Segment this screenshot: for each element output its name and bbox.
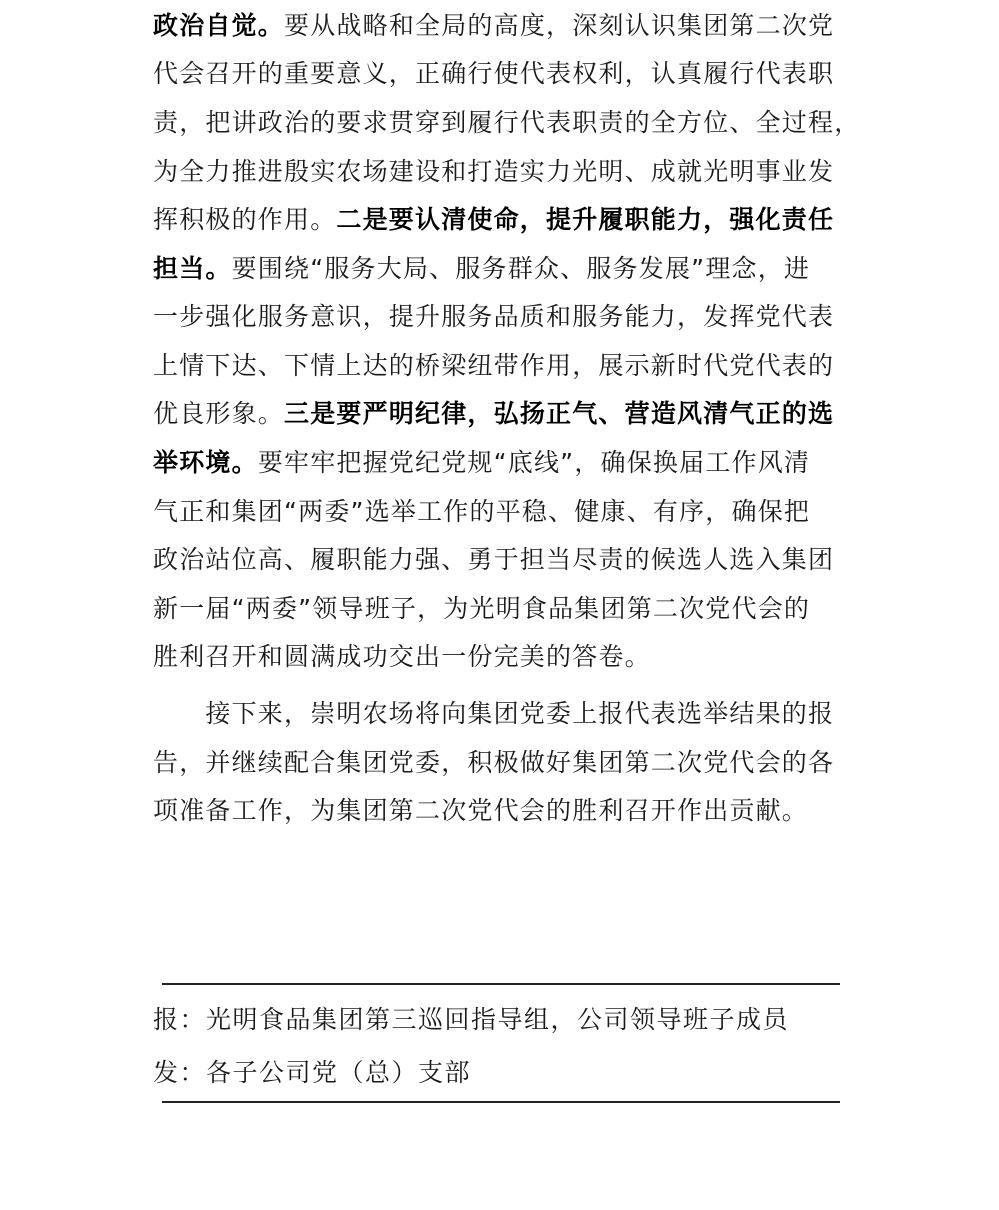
line-text: 挥积极的作用。	[153, 205, 337, 234]
line-text: 新一届“两委”领导班子，为光明食品集团第二次党代会的	[153, 594, 811, 623]
text-line	[153, 2, 834, 50]
text-line	[153, 293, 834, 341]
closing-line	[153, 739, 834, 787]
text-line	[153, 439, 810, 487]
bottom-divider	[162, 1101, 840, 1103]
text-line	[153, 99, 860, 147]
text-line	[153, 633, 651, 681]
line-text: 要牢牢把握党纪党规“底线”，确保换届工作风清	[257, 448, 811, 477]
closing-line	[153, 787, 808, 835]
line-text: 接下来，崇明农场将向集团党委上报代表选举结果的报	[153, 699, 835, 728]
send-to-line: 发：各子公司党（总）支部	[153, 1058, 472, 1087]
line-text: 责，把讲政治的要求贯穿到履行代表职责的全方位、全过程，	[153, 108, 861, 137]
text-line	[153, 50, 834, 98]
line-text: 要从战略和全局的高度，深刻认识集团第二次党	[284, 11, 835, 40]
line-text: 为全力推进殷实农场建设和打造实力光明、成就光明事业发	[153, 157, 835, 186]
text-line	[153, 536, 834, 584]
line-text: 要围绕“服务大局、服务群众、服务发展”理念，进	[231, 254, 811, 283]
line-text: 项准备工作，为集团第二次党代会的胜利召开作出贡献。	[153, 796, 809, 825]
text-line	[153, 488, 810, 536]
line-text: 政治站位高、履职能力强、勇于担当尽责的候选人选入集团	[153, 545, 835, 574]
line-text: 一步强化服务意识，提升服务品质和服务能力，发挥党代表	[153, 302, 835, 331]
line-text: 告，并继续配合集团党委，积极做好集团第二次党代会的各	[153, 748, 835, 777]
line-text: 气正和集团“两委”选举工作的平稳、健康、有序，确保把	[153, 497, 811, 526]
line-text: 上情下达、下情上达的桥梁纽带作用，展示新时代党代表的	[153, 351, 835, 380]
text-line	[153, 342, 834, 390]
closing-line	[153, 690, 834, 738]
text-line	[153, 245, 810, 293]
report-to-line: 报：光明食品集团第三巡回指导组，公司领导班子成员	[153, 1005, 790, 1034]
text-line	[153, 196, 834, 244]
bold-heading: 政治自觉。	[153, 11, 285, 40]
bold-heading: 三是要严明纪律，弘扬正气、营造风清气正的选	[284, 399, 835, 428]
text-line	[153, 390, 834, 438]
text-line	[153, 585, 810, 633]
line-text: 优良形象。	[153, 399, 285, 428]
bold-heading: 举环境。	[153, 448, 258, 477]
bold-heading: 担当。	[153, 254, 232, 283]
bold-heading: 二是要认清使命，提升履职能力，强化责任	[336, 205, 835, 234]
line-text: 胜利召开和圆满成功交出一份完美的答卷。	[153, 642, 651, 671]
top-divider	[162, 983, 840, 985]
line-text: 代会召开的重要意义，正确行使代表权利，认真履行代表职	[153, 59, 835, 88]
text-line	[153, 148, 834, 196]
